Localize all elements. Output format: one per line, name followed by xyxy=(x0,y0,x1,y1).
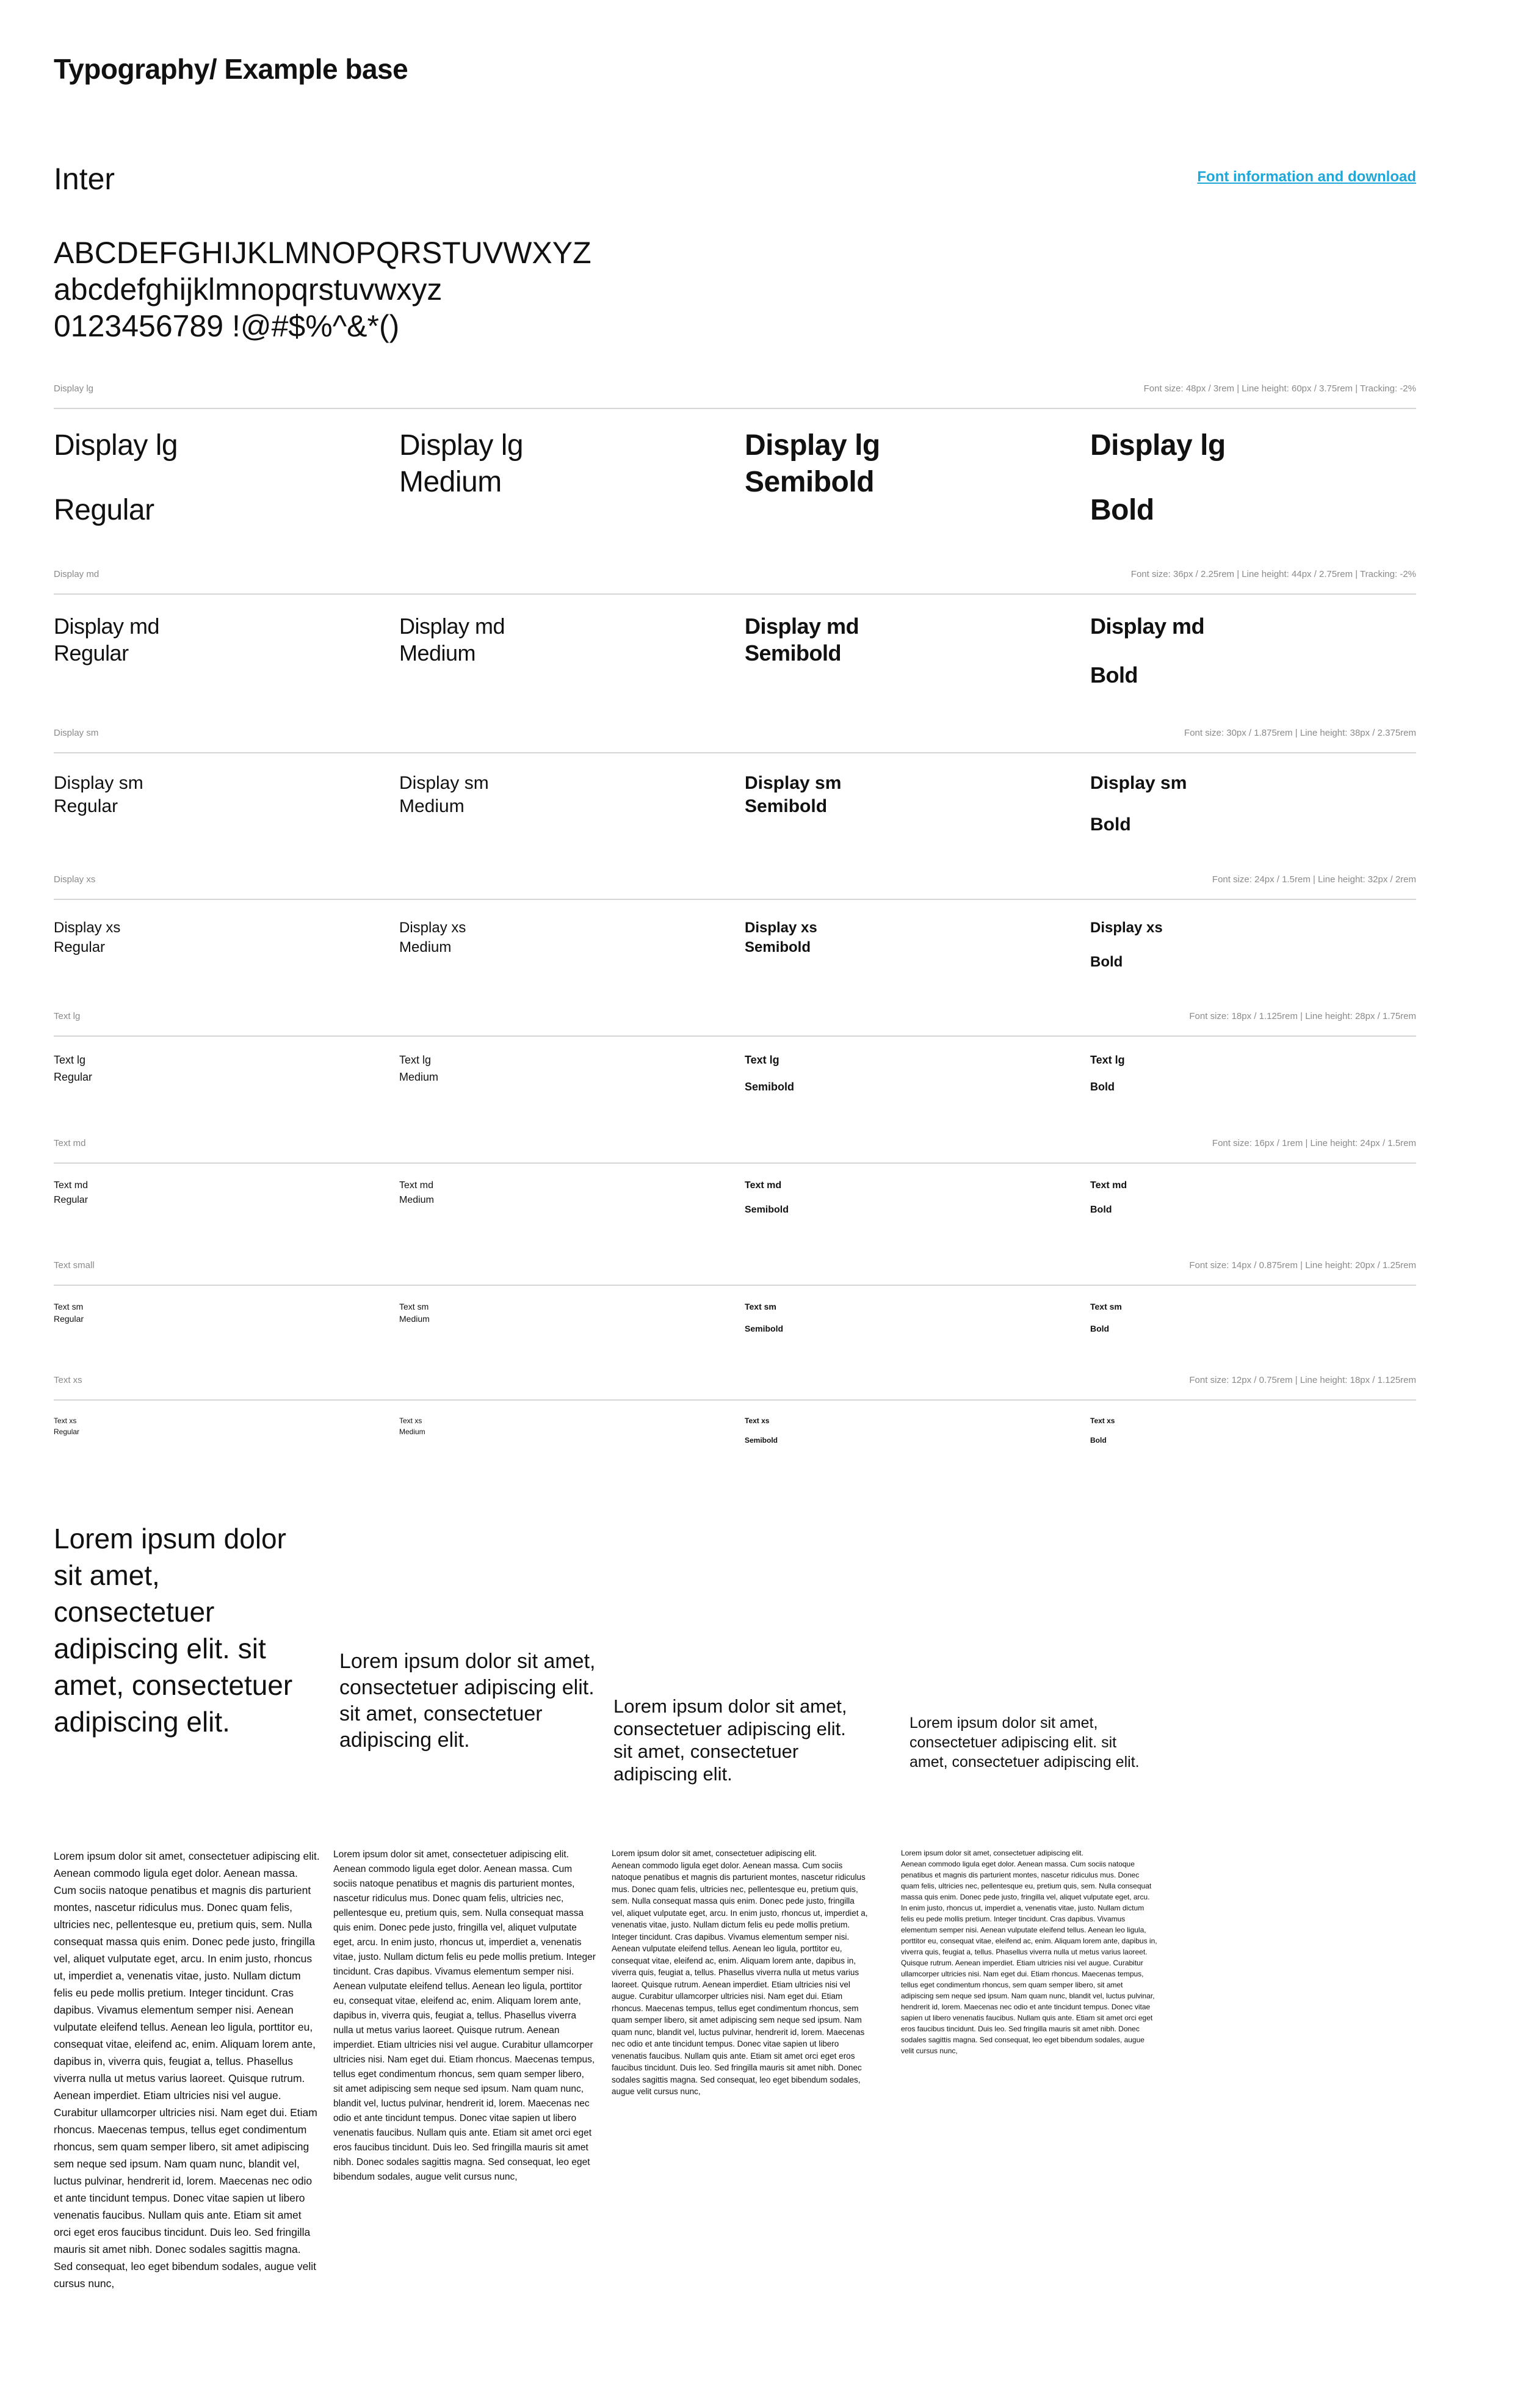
sample-weight-name: Medium xyxy=(399,1427,425,1436)
body-intro: Lorem ipsum dolor sit amet, consectetuer adipiscing elit. xyxy=(612,1849,817,1858)
section-spec: Font size: 30px / 1.875rem | Line height: 38px / 2.375rem xyxy=(1184,728,1416,738)
section-label: Text lg xyxy=(54,1011,81,1021)
sample-style-name: Text lg xyxy=(745,1054,779,1066)
sample-weight-name: Medium xyxy=(399,796,465,816)
sample-weight-name: Regular xyxy=(54,494,154,526)
sample-style-name: Display md xyxy=(1090,614,1205,639)
sample-weight-name: Medium xyxy=(399,1071,439,1083)
sample-style-name: Display sm xyxy=(745,773,842,793)
sample-style-name: Text sm xyxy=(1090,1302,1122,1311)
lorem-body-text-lg xyxy=(54,1848,321,2292)
sample-style-name: Display sm xyxy=(1090,773,1187,793)
section-spec: Font size: 18px / 1.125rem | Line height: 28px / 1.75rem xyxy=(1189,1011,1416,1021)
type-sample-medium xyxy=(399,772,489,818)
type-sample-semibold xyxy=(745,613,859,667)
section-divider xyxy=(54,899,1416,900)
body-paragraph: Aenean commodo ligula eget dolor. Aenean massa. Cum sociis natoque penatibus et magnis dis parturient montes, nascetur ridiculus mus. Donec quam felis, ultricies nec, pellentesque eu, pretium quis, sem. Nulla consequat massa quis enim. Donec pede justo, fringilla vel, aliquet vulputate eget, arcu. In enim justo, rhoncus ut, imperdiet a, venenatis vitae, justo. Nullam dictum felis eu pede mollis pretium. Integer tincidunt. Cras dapibus. Vivamus elementum semper nisi. Aenean vulputate eleifend tellus. Aenean leo ligula, porttitor eu, consequat vitae, eleifend ac, enim. Aliquam lorem ante, dapibus in, viverra quis, feugiat a, tellus. Phasellus viverra nulla ut metus varius laoreet. Quisque rutrum. Aenean imperdiet. Etiam ultricies nisi vel augue. Curabitur ullamcorper ultricies nisi. Nam eget dui. Etiam rhoncus. Maecenas tempus, tellus eget condimentum rhoncus, sem quam semper libero, sit amet adipiscing sem neque sed ipsum. Nam quam nunc, blandit vel, luctus pulvinar, hendrerit id, lorem. Maecenas nec odio et ante tincidunt tempus. Donec vitae sapien ut libero venenatis faucibus. Nullam quis ante. Etiam sit amet orci eget eros faucibus tincidunt. Duis leo. Sed fringilla mauris sit amet nibh. Donec sodales sagittis magna. Sed consequat, leo eget bibendum sodales, augue velit cursus nunc, xyxy=(612,1860,868,2096)
type-sample-regular xyxy=(54,918,120,957)
section-divider xyxy=(54,1285,1416,1286)
section-spec: Font size: 16px / 1rem | Line height: 24px / 1.5rem xyxy=(1212,1138,1416,1148)
lorem-headline-display-lg: Lorem ipsum dolor sit amet, consectetuer adipiscing elit. sit amet, consectetuer adipiscing elit. xyxy=(54,1523,293,1738)
type-sample-semibold xyxy=(745,1051,794,1095)
sample-style-name: Text sm xyxy=(54,1302,84,1311)
sample-weight-name: Bold xyxy=(1090,1081,1115,1093)
type-sample-medium xyxy=(399,1051,438,1086)
type-section xyxy=(54,1011,1416,1122)
sample-style-name: Display xs xyxy=(745,919,817,936)
sample-style-name: Text sm xyxy=(745,1302,776,1311)
type-section xyxy=(54,874,1416,994)
sample-style-name: Display xs xyxy=(54,919,121,936)
uppercase-glyphs: ABCDEFGHIJKLMNOPQRSTUVWXYZ xyxy=(54,236,591,270)
type-sample-regular xyxy=(54,772,143,818)
sample-weight-name: Semibold xyxy=(745,1081,795,1093)
sample-style-name: Display xs xyxy=(1090,919,1163,936)
sample-style-name: Text lg xyxy=(399,1054,432,1066)
section-divider xyxy=(54,593,1416,595)
type-sample-medium xyxy=(399,427,523,501)
sample-weight-name: Bold xyxy=(1090,1205,1112,1215)
font-info-link[interactable]: Font information and download xyxy=(1197,169,1416,185)
page-title: Typography/ Example base xyxy=(54,53,408,85)
type-sample-regular xyxy=(54,1415,79,1437)
type-sample-medium xyxy=(399,1300,430,1325)
type-sample-bold xyxy=(1090,772,1187,836)
section-divider xyxy=(54,1162,1416,1164)
sample-weight-name: Medium xyxy=(399,1314,430,1324)
type-sample-semibold xyxy=(745,1300,783,1335)
sample-weight-name: Bold xyxy=(1090,494,1154,526)
type-section xyxy=(54,1260,1416,1362)
sample-style-name: Display sm xyxy=(399,773,489,793)
sample-style-name: Text sm xyxy=(399,1302,429,1311)
lorem-body-text-sm xyxy=(612,1848,868,2098)
lorem-headline-display-md: Lorem ipsum dolor sit amet, consectetuer adipiscing elit. sit amet, consectetuer adipiscing elit. xyxy=(339,1650,596,1752)
section-spec: Font size: 36px / 2.25rem | Line height: 44px / 2.75rem | Tracking: -2% xyxy=(1130,569,1416,579)
sample-style-name: Text xs xyxy=(399,1416,422,1425)
section-label: Display sm xyxy=(54,728,99,738)
body-intro: Lorem ipsum dolor sit amet, consectetuer adipiscing elit. xyxy=(901,1849,1083,1857)
sample-weight-name: Medium xyxy=(399,640,476,665)
sample-style-name: Display lg xyxy=(54,429,178,462)
glyph-specimen xyxy=(54,234,591,344)
sample-style-name: Text lg xyxy=(1090,1054,1125,1066)
section-divider xyxy=(54,408,1416,409)
sample-weight-name: Semibold xyxy=(745,1205,789,1215)
sample-weight-name: Bold xyxy=(1090,814,1131,835)
type-sample-bold xyxy=(1090,1415,1115,1446)
body-paragraph: Aenean commodo ligula eget dolor. Aenean massa. Cum sociis natoque penatibus et magnis dis parturient montes, nascetur ridiculus mus. Donec quam felis, ultricies nec, pellentesque eu, pretium quis, sem. Nulla consequat massa quis enim. Donec pede justo, fringilla vel, aliquet vulputate eget, arcu. In enim justo, rhoncus ut, imperdiet a, venenatis vitae, justo. Nullam dictum felis eu pede mollis pretium. Integer tincidunt. Cras dapibus. Vivamus elementum semper nisi. Aenean vulputate eleifend tellus. Aenean leo ligula, porttitor eu, consequat vitae, eleifend ac, enim. Aliquam lorem ante, dapibus in, viverra quis, feugiat a, tellus. Phasellus viverra nulla ut metus varius laoreet. Quisque rutrum. Aenean imperdiet. Etiam ultricies nisi vel augue. Curabitur ullamcorper ultricies nisi. Nam eget dui. Etiam rhoncus. Maecenas tempus, tellus eget condimentum rhoncus, sem quam semper libero, sit amet adipiscing sem neque sed ipsum. Nam quam nunc, blandit vel, luctus pulvinar, hendrerit id, lorem. Maecenas nec odio et ante tincidunt tempus. Donec vitae sapien ut libero venenatis faucibus. Nullam quis ante. Etiam sit amet orci eget eros faucibus tincidunt. Duis leo. Sed fringilla mauris sit amet nibh. Donec sodales sagittis magna. Sed consequat, leo eget bibendum sodales, augue velit cursus nunc, xyxy=(54,1867,317,2290)
number-symbol-glyphs: 0123456789 !@#$%^&*() xyxy=(54,309,400,343)
sample-style-name: Text xs xyxy=(54,1416,77,1425)
sample-weight-name: Semibold xyxy=(745,1324,784,1333)
lorem-headline-display-sm: Lorem ipsum dolor sit amet, consectetuer adipiscing elit. sit amet, consectetuer adipiscing elit. xyxy=(613,1695,847,1785)
type-sample-semibold xyxy=(745,1178,789,1217)
sample-weight-name: Medium xyxy=(399,939,452,956)
sample-style-name: Display sm xyxy=(54,773,143,793)
sample-style-name: Text md xyxy=(1090,1180,1127,1191)
section-label: Display lg xyxy=(54,383,94,394)
section-divider xyxy=(54,752,1416,753)
sample-style-name: Display lg xyxy=(1090,429,1226,462)
type-sample-bold xyxy=(1090,1178,1127,1217)
sample-weight-name: Bold xyxy=(1090,1324,1110,1333)
sample-weight-name: Regular xyxy=(54,1195,89,1205)
section-label: Text small xyxy=(54,1260,95,1271)
sample-style-name: Text md xyxy=(54,1180,89,1191)
sample-weight-name: Semibold xyxy=(745,466,875,498)
lorem-body-text-xs xyxy=(901,1848,1157,2056)
sample-weight-name: Medium xyxy=(399,1195,434,1205)
sample-weight-name: Bold xyxy=(1090,662,1138,687)
sample-weight-name: Semibold xyxy=(745,640,842,665)
type-section xyxy=(54,569,1416,703)
sample-weight-name: Semibold xyxy=(745,1436,778,1445)
sample-weight-name: Regular xyxy=(54,1071,93,1083)
lorem-body-text-md xyxy=(333,1848,596,2185)
section-spec: Font size: 24px / 1.5rem | Line height: 32px / 2rem xyxy=(1212,874,1416,885)
type-sample-semibold xyxy=(745,772,841,818)
type-section xyxy=(54,383,1416,537)
sample-weight-name: Medium xyxy=(399,466,502,498)
sample-weight-name: Regular xyxy=(54,1427,80,1436)
sample-style-name: Text xs xyxy=(1090,1416,1115,1425)
font-name: Inter xyxy=(54,162,115,196)
sample-style-name: Text md xyxy=(399,1180,434,1191)
type-sample-regular xyxy=(54,613,159,667)
type-sample-regular xyxy=(54,1178,88,1208)
type-sample-medium xyxy=(399,1178,434,1208)
sample-weight-name: Semibold xyxy=(745,796,828,816)
section-spec: Font size: 12px / 0.75rem | Line height: 18px / 1.125rem xyxy=(1189,1375,1416,1385)
sample-weight-name: Regular xyxy=(54,939,106,956)
sample-weight-name: Bold xyxy=(1090,1436,1107,1445)
sample-weight-name: Semibold xyxy=(745,939,811,956)
type-sample-medium xyxy=(399,613,505,667)
lowercase-glyphs: abcdefghijklmnopqrstuvwxyz xyxy=(54,272,443,306)
sample-style-name: Display md xyxy=(54,614,160,639)
type-sample-regular xyxy=(54,1300,84,1325)
sample-weight-name: Regular xyxy=(54,1314,84,1324)
section-divider xyxy=(54,1035,1416,1037)
body-paragraph: Aenean commodo ligula eget dolor. Aenean massa. Cum sociis natoque penatibus et magnis dis parturient montes, nascetur ridiculus mus. Donec quam felis, ultricies nec, pellentesque eu, pretium quis, sem. Nulla consequat massa quis enim. Donec pede justo, fringilla vel, aliquet vulputate eget, arcu. In enim justo, rhoncus ut, imperdiet a, venenatis vitae, justo. Nullam dictum felis eu pede mollis pretium. Integer tincidunt. Cras dapibus. Vivamus elementum semper nisi. Aenean vulputate eleifend tellus. Aenean leo ligula, porttitor eu, consequat vitae, eleifend ac, enim. Aliquam lorem ante, dapibus in, viverra quis, feugiat a, tellus. Phasellus viverra nulla ut metus varius laoreet. Quisque rutrum. Aenean imperdiet. Etiam ultricies nisi vel augue. Curabitur ullamcorper ultricies nisi. Nam eget dui. Etiam rhoncus. Maecenas tempus, tellus eget condimentum rhoncus, sem quam semper libero, sit amet adipiscing sem neque sed ipsum. Nam quam nunc, blandit vel, luctus pulvinar, hendrerit id, lorem. Maecenas nec odio et ante tincidunt tempus. Donec vitae sapien ut libero venenatis faucibus. Nullam quis ante. Etiam sit amet orci eget eros faucibus tincidunt. Duis leo. Sed fringilla mauris sit amet nibh. Donec sodales sagittis magna. Sed consequat, leo eget bibendum sodales, augue velit cursus nunc, xyxy=(333,1864,596,2182)
type-sample-medium xyxy=(399,918,466,957)
lorem-headline-display-xs: Lorem ipsum dolor sit amet, consectetuer adipiscing elit. sit amet, consectetuer adipiscing elit. xyxy=(909,1714,1140,1771)
type-sample-semibold xyxy=(745,1415,778,1446)
type-sample-bold xyxy=(1090,1051,1125,1095)
type-sample-semibold xyxy=(745,918,817,957)
sample-style-name: Display md xyxy=(745,614,859,639)
type-sample-regular xyxy=(54,427,178,529)
type-sample-bold xyxy=(1090,918,1163,972)
sample-style-name: Display lg xyxy=(399,429,524,462)
sample-weight-name: Bold xyxy=(1090,954,1123,970)
body-intro: Lorem ipsum dolor sit amet, consectetuer adipiscing elit. xyxy=(333,1849,569,1860)
section-spec: Font size: 48px / 3rem | Line height: 60px / 3.75rem | Tracking: -2% xyxy=(1143,383,1416,394)
sample-style-name: Display xs xyxy=(399,919,466,936)
type-sample-semibold xyxy=(745,427,880,501)
section-label: Display xs xyxy=(54,874,96,885)
section-label: Display md xyxy=(54,569,99,579)
type-section xyxy=(54,728,1416,855)
sample-style-name: Text md xyxy=(745,1180,782,1191)
section-label: Text xs xyxy=(54,1375,82,1385)
type-section xyxy=(54,1138,1416,1244)
sample-style-name: Display lg xyxy=(745,429,880,462)
type-sample-medium xyxy=(399,1415,425,1437)
sample-style-name: Text lg xyxy=(54,1054,86,1066)
sample-style-name: Text xs xyxy=(745,1416,770,1425)
section-divider xyxy=(54,1399,1416,1401)
body-intro: Lorem ipsum dolor sit amet, consectetuer adipiscing elit. xyxy=(54,1850,320,1862)
type-sample-bold xyxy=(1090,1300,1122,1335)
section-label: Text md xyxy=(54,1138,86,1148)
sample-weight-name: Regular xyxy=(54,796,118,816)
body-paragraph: Aenean commodo ligula eget dolor. Aenean massa. Cum sociis natoque penatibus et magnis dis parturient montes, nascetur ridiculus mus. Donec quam felis, ultricies nec, pellentesque eu, pretium quis, sem. Nulla consequat massa quis enim. Donec pede justo, fringilla vel, aliquet vulputate eget, arcu. In enim justo, rhoncus ut, imperdiet a, venenatis vitae, justo. Nullam dictum felis eu pede mollis pretium. Integer tincidunt. Cras dapibus. Vivamus elementum semper nisi. Aenean vulputate eleifend tellus. Aenean leo ligula, porttitor eu, consequat vitae, eleifend ac, enim. Aliquam lorem ante, dapibus in, viverra quis, feugiat a, tellus. Phasellus viverra nulla ut metus varius laoreet. Quisque rutrum. Aenean imperdiet. Etiam ultricies nisi vel augue. Curabitur ullamcorper ultricies nisi. Nam eget dui. Etiam rhoncus. Maecenas tempus, tellus eget condimentum rhoncus, sem quam semper libero, sit amet adipiscing sem neque sed ipsum. Nam quam nunc, blandit vel, luctus pulvinar, hendrerit id, lorem. Maecenas nec odio et ante tincidunt tempus. Donec vitae sapien ut libero venenatis faucibus. Nullam quis ante. Etiam sit amet orci eget eros faucibus tincidunt. Duis leo. Sed fringilla mauris sit amet nibh. Donec sodales sagittis magna. Sed consequat, leo eget bibendum sodales, augue velit cursus nunc, xyxy=(901,1860,1157,2055)
sample-weight-name: Regular xyxy=(54,640,129,665)
sample-style-name: Display md xyxy=(399,614,505,639)
type-section xyxy=(54,1375,1416,1474)
type-sample-bold xyxy=(1090,427,1226,529)
type-sample-bold xyxy=(1090,613,1204,689)
type-sample-regular xyxy=(54,1051,92,1086)
section-spec: Font size: 14px / 0.875rem | Line height: 20px / 1.25rem xyxy=(1189,1260,1416,1271)
